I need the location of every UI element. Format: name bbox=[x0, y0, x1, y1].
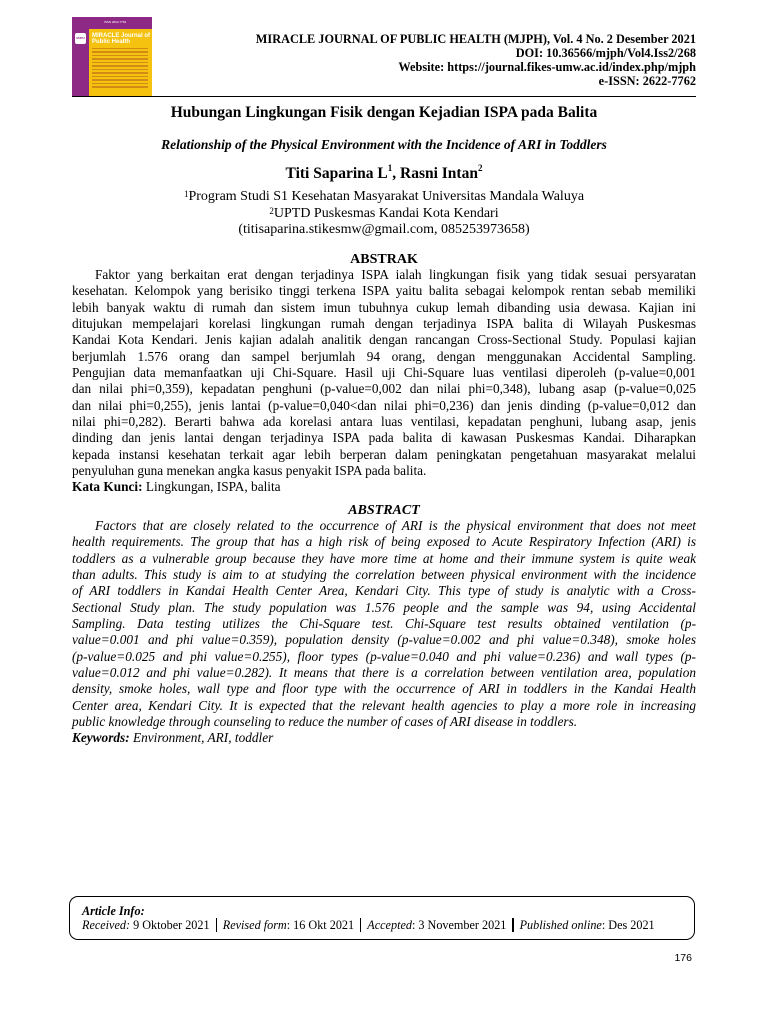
abstrak-line: dan nilai phi=0,359), kepadatan penghuni (p-value=0,002 dan nilai phi=0,348), lubang asap (p-value=0,025 bbox=[72, 381, 696, 397]
website-line[interactable]: Website: https://journal.fikes-umw.ac.id/index.php/mjph bbox=[398, 60, 696, 74]
affiliation-1-sup: 1 bbox=[183, 189, 189, 199]
published-date: : Des 2021 bbox=[601, 918, 655, 932]
abstract-line: Center area, Kendari City. It is expected that the relevant health agencies to play a more role in increasing bbox=[72, 697, 696, 713]
author-2-sup: 2 bbox=[477, 163, 483, 173]
info-separator bbox=[512, 918, 513, 932]
abstrak-line: ditujukan mempelajari korelasi lingkungan rumah dengan terjadinya ISPA balita di Wilayah Puskesmas bbox=[72, 316, 696, 332]
abstrak-line: nilai phi=0,282). Berarti bahwa ada korelasi antara luas ventilasi, kepadatan penghuni, lubang asap, jenis bbox=[72, 414, 696, 430]
cover-logo-text: MJPH bbox=[76, 36, 85, 40]
kata-kunci bbox=[72, 479, 696, 495]
author-2: Rasni Intan bbox=[400, 165, 478, 182]
cover-top-band bbox=[72, 17, 152, 29]
abstrak-body bbox=[72, 267, 696, 496]
accepted-date: : 3 November 2021 bbox=[411, 918, 507, 932]
header-divider bbox=[72, 96, 696, 97]
accepted-label: Accepted bbox=[367, 918, 412, 932]
title-english: Relationship of the Physical Environment with the Incidence of ARI in Toddlers bbox=[161, 137, 607, 152]
abstract-line: of ARI toddlers in Kandai Health Center Area, Kendari City. This type of study is analytic with a Cross- bbox=[72, 583, 696, 599]
abstract-line: than adults. This study is aim to at studying the correlation between physical environment with the incidence bbox=[72, 567, 696, 583]
info-separator bbox=[216, 918, 217, 932]
contact-email: (titisaparina.stikesmw@gmail.com, 085253973658) bbox=[238, 222, 530, 237]
cover-text-block bbox=[92, 48, 148, 92]
keywords bbox=[72, 730, 696, 746]
author-separator: , bbox=[392, 165, 400, 182]
abstract-line: value=0.012 and phi value=0.282). It means that there is a correlation between ventilation area, population bbox=[72, 665, 696, 681]
abstrak-line: kesehatan. Kelompok yang berisiko tinggi terkena ISPA yaitu balita sebagai kelompok rentan sebab memiliki bbox=[72, 283, 696, 299]
abstract-line: health requirements. The group that has a high risk of being exposed to Acute Respiratory Infection (ARI) is bbox=[72, 534, 696, 550]
abstrak-line: dinding dan jenis lantai dengan terjadinya ISPA pada balita di kawasan Puskesmas Kandai. Diharapkan bbox=[72, 430, 696, 446]
abstract-line: (p-value=0.025 and phi value=0.255), floor types (p-value=0.040 and phi value=0.236) and wall types (p- bbox=[72, 648, 696, 664]
affiliation-2 bbox=[72, 205, 696, 222]
abstract-line: Sectional Study plan. The study population was 1.576 people and the sample was 94, using Accidental bbox=[72, 599, 696, 615]
article-info-dates bbox=[82, 918, 655, 933]
keywords-values: Environment, ARI, toddler bbox=[129, 730, 274, 746]
kata-kunci-label: Kata Kunci: bbox=[72, 479, 143, 495]
cover-side-band bbox=[72, 17, 89, 97]
abstract-line: Sampling. Data testing utilizes the Chi-Square test. Chi-Square test results obtained ventilation (p- bbox=[72, 616, 696, 632]
author-1: Titi Saparina L bbox=[285, 165, 388, 182]
abstrak-line: berjumlah 1.576 orang dan sampel berjumlah 94 orang, dengan menggunakan Accidental Sampling. bbox=[72, 348, 696, 364]
cover-issn: ISSN 2622-7762 bbox=[104, 20, 127, 24]
abstrak-line: lebih banyak waktu di rumah dan sistem imun tubuhnya cukup lemah dibanding usia dewasa. Kajian ini bbox=[72, 299, 696, 315]
cover-logo bbox=[75, 33, 86, 44]
affiliation-1 bbox=[72, 188, 696, 205]
abstract-line: density, smoke holes, wall type and floor type with the occurrence of ARI in toddlers in the Kandai Health bbox=[72, 681, 696, 697]
eissn-line: e-ISSN: 2622-7762 bbox=[598, 74, 696, 88]
abstract-line: toddlers as a vulnerable group because they have more time at home and their immune system is quite weak bbox=[72, 550, 696, 566]
title-indonesian: Hubungan Lingkungan Fisik dengan Kejadian ISPA pada Balita bbox=[170, 104, 598, 121]
page-number: 176 bbox=[674, 952, 692, 964]
keywords-label: Keywords: bbox=[72, 730, 130, 746]
abstrak-line: kepada instansi kesehatan terkait agar lebih berperan dalam peningkatan pengetahuan masyarakat melalui bbox=[72, 446, 696, 462]
affiliation-2-text: UPTD Puskesmas Kandai Kota Kendari bbox=[273, 206, 499, 221]
abstrak-heading: ABSTRAK bbox=[350, 252, 418, 267]
abstrak-line: penyuluhan guna menekan angka kasus penyakit ISPA pada balita. bbox=[72, 463, 427, 479]
abstrak-line: Pengujian data memanfaatkan uji Chi-Square. Hasil uji Chi-Square luas ventilasi diperoleh (p-value=0,001 bbox=[72, 365, 696, 381]
revised-label: Revised form bbox=[222, 918, 287, 932]
abstract-heading: ABSTRACT bbox=[348, 503, 420, 518]
abstract-body bbox=[72, 518, 696, 747]
abstract-line: Factors that are closely related to the occurrence of ARI is the physical environment that does not meet bbox=[95, 518, 696, 533]
authors bbox=[72, 165, 696, 183]
affiliation-2-sup: 2 bbox=[269, 206, 274, 216]
info-separator bbox=[360, 918, 361, 932]
cover-journal-name: MIRACLE Journal of Public Health bbox=[92, 33, 150, 46]
received-date: 9 Oktober 2021 bbox=[130, 918, 210, 932]
revised-date: : 16 Okt 2021 bbox=[286, 918, 355, 932]
article-info-title: Article Info: bbox=[82, 904, 145, 918]
journal-line: MIRACLE JOURNAL OF PUBLIC HEALTH (MJPH), Vol. 4 No. 2 Desember 2021 bbox=[255, 32, 696, 46]
published-label: Published online bbox=[519, 918, 602, 932]
author-1-sup: 1 bbox=[387, 163, 393, 173]
journal-cover-image bbox=[72, 17, 152, 97]
abstrak-line: dan nilai phi=0,255), jenis lantai (p-value=0,040<dan nilai phi=0,236) dan jenis dinding (p-value=0,012 dan bbox=[72, 397, 696, 413]
affiliation-1-text: Program Studi S1 Kesehatan Masyarakat Universitas Mandala Waluya bbox=[188, 189, 585, 204]
abstrak-line: Kandai Kota Kendari. Jenis kajian adalah analitik dengan rancangan Cross-Sectional Study. Populasi kajian bbox=[72, 332, 696, 348]
doi-line[interactable]: DOI: 10.36566/mjph/Vol4.Iss2/268 bbox=[515, 46, 696, 60]
abstrak-line: Faktor yang berkaitan erat dengan terjadinya ISPA ialah lingkungan fisik yang tidak sesuai persyaratan bbox=[95, 267, 696, 282]
abstract-line: public knowledge through counseling to reduce the number of cases of ARI disease in toddlers. bbox=[72, 714, 578, 730]
received-label: Received: bbox=[82, 918, 131, 932]
kata-kunci-values: Lingkungan, ISPA, balita bbox=[142, 479, 281, 495]
abstract-line: value=0.001 and phi value=0.359), population density (p-value=0.002 and phi value=0.348), smoke holes bbox=[72, 632, 696, 648]
